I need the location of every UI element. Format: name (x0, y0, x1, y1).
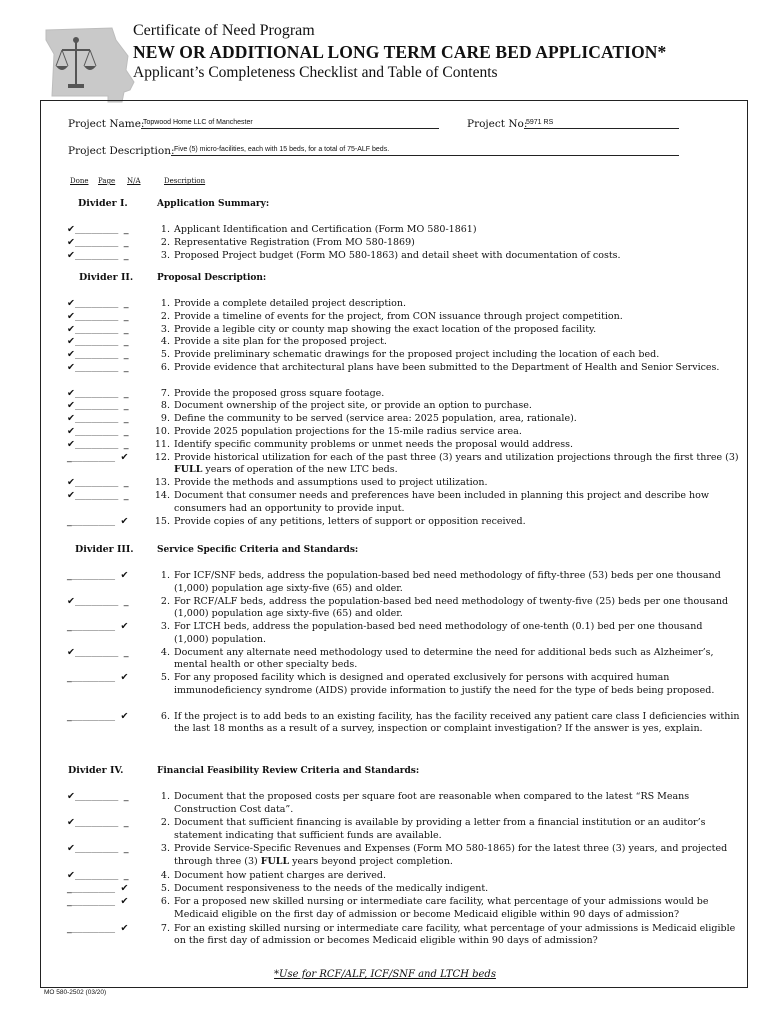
page-field[interactable]: _______ (80, 414, 124, 425)
done-check-icon[interactable]: _ (67, 922, 72, 934)
na-check-icon[interactable]: _ (123, 323, 129, 335)
done-check-icon[interactable]: ✔ (67, 438, 75, 450)
page-field[interactable]: _______ (80, 311, 124, 322)
item-number: 7. (160, 922, 170, 934)
item-description: Provide a legible city or county map showing the exact location of the proposed facility. (174, 323, 597, 335)
done-check-icon[interactable]: ✔ (67, 426, 75, 437)
item-description: Provide evidence that architectural plans have been submitted to the Department of Health and Senior Services. (174, 362, 720, 373)
na-check-icon[interactable]: ✔ (120, 922, 129, 934)
project-no-field[interactable] (524, 128, 679, 129)
na-check-icon[interactable]: _ (123, 349, 129, 361)
item-description: Provide Service-Specific Revenues and Expenses (Form MO 580-1865) for the latest three (3) years, and projected through three (3) FULL years beyond project completion. (174, 843, 728, 867)
done-check-icon[interactable]: ✔ (67, 490, 75, 501)
done-check-icon[interactable]: _ (67, 896, 72, 908)
done-check-icon[interactable]: ✔ (67, 387, 75, 399)
na-check-icon[interactable]: _ (123, 362, 129, 373)
checklist-status[interactable]: _________ ✔ (67, 883, 129, 894)
page-field[interactable]: _______ (77, 516, 121, 527)
done-check-icon[interactable]: ✔ (67, 362, 75, 373)
page-field[interactable]: _______ (80, 250, 124, 261)
na-check-icon[interactable]: ✔ (120, 672, 129, 684)
item-description: Define the community to be served (service area: 2025 population, area, rationale). (174, 413, 577, 425)
page-field[interactable]: _______ (80, 225, 124, 235)
item-number: 1. (160, 791, 170, 802)
item-number: 5. (160, 349, 170, 361)
page-field[interactable]: _______ (80, 388, 124, 399)
page-field[interactable]: _______ (80, 596, 124, 607)
item-description: Provide copies of any petitions, letters of support or opposition received. (174, 515, 526, 527)
item-description: For any proposed facility which is designed and operated exclusively for persons with acquired human immunodeficiency syndrome (AIDS) provide information to justify the need for the type of beds being proposed. (174, 672, 715, 696)
divider-label: Divider II. (79, 272, 134, 283)
checklist-status[interactable]: ✔________ _ (67, 387, 129, 399)
na-check-icon[interactable]: _ (123, 438, 129, 450)
footnote: *Use for RCF/ALF, ICF/SNF and LTCH beds (274, 969, 496, 980)
item-number: 14. (154, 490, 170, 501)
divider-label: Divider IV. (68, 765, 124, 776)
item-number: 3. (160, 249, 170, 261)
na-check-icon[interactable]: _ (123, 595, 129, 607)
item-number: 11. (154, 438, 170, 450)
checklist-status[interactable]: ✔________ _ (67, 224, 129, 235)
na-check-icon[interactable]: _ (123, 477, 129, 489)
item-number: 6. (160, 710, 170, 722)
item-description: Document that sufficient financing is available by providing a letter from a financial institution or an auditor’s statement indicating that sufficient funds are available. (174, 817, 706, 841)
checklist-status[interactable]: ✔________ _ (67, 236, 129, 248)
checklist-status[interactable]: ✔________ _ (67, 336, 129, 348)
page-field[interactable]: _______ (77, 897, 121, 908)
done-check-icon[interactable]: ✔ (67, 413, 75, 425)
item-number: 7. (160, 387, 170, 399)
item-description: For an existing skilled nursing or intermediate care facility, what percentage of your admissions is Medicaid eligible on the first day of admission or becomes Medicaid eligible within 90 days of admission? (174, 922, 736, 947)
item-number: 1. (160, 298, 170, 309)
item-description: Document that consumer needs and preferences have been included in planning this project and describe how consumers had an opportunity to provide input. (174, 490, 710, 514)
page-field[interactable]: _______ (80, 427, 124, 437)
item-number: 4. (160, 646, 170, 658)
divider-label: Divider I. (78, 198, 128, 209)
item-number: 15. (154, 515, 170, 527)
done-check-icon[interactable]: _ (67, 672, 72, 684)
item-number: 1. (160, 570, 170, 581)
checklist-status[interactable]: _________ ✔ (67, 621, 129, 633)
checklist-status[interactable]: ✔________ _ (67, 323, 129, 335)
page-field[interactable]: _______ (80, 818, 124, 829)
item-description: For RCF/ALF beds, address the population-based bed need methodology of twenty-five (25) beds per one thousand (1,000) population age sixty-five (65) and older. (174, 595, 729, 620)
na-check-icon[interactable]: _ (123, 298, 129, 309)
checklist-status[interactable]: ✔________ _ (67, 310, 129, 322)
na-check-icon[interactable]: _ (123, 490, 129, 501)
item-number: 4. (160, 869, 170, 881)
na-check-icon[interactable]: _ (123, 646, 129, 658)
item-description: Document responsiveness to the needs of the medically indigent. (174, 883, 489, 894)
na-check-icon[interactable]: _ (123, 336, 129, 348)
checklist-status[interactable]: _________ ✔ (67, 672, 129, 684)
na-check-icon[interactable]: _ (123, 843, 129, 855)
page-field[interactable]: _______ (80, 491, 124, 501)
item-number: 3. (160, 621, 170, 633)
done-check-icon[interactable]: _ (67, 515, 72, 527)
item-description: Proposed Project budget (Form MO 580-1863) and detail sheet with documentation of costs. (174, 249, 621, 261)
na-check-icon[interactable]: _ (123, 249, 129, 261)
na-check-icon[interactable]: _ (123, 413, 129, 425)
item-number: 2. (160, 595, 170, 607)
section-heading: Service Specific Criteria and Standards: (157, 545, 359, 555)
project-no-label: Project No: (467, 118, 528, 130)
item-description: Provide the methods and assumptions used to project utilization. (174, 477, 488, 489)
page-field[interactable]: _______ (80, 870, 124, 881)
na-check-icon[interactable]: _ (123, 310, 129, 322)
page-field[interactable]: _______ (80, 844, 124, 855)
column-description: Description (164, 177, 206, 185)
item-description: Document that the proposed costs per square foot are reasonable when compared to the latest “RS Means Construction Cost data”. (174, 791, 690, 815)
page-field[interactable]: _______ (80, 299, 124, 309)
project-name-value: Topwood Home LLC of Manchester (143, 119, 253, 126)
page-field[interactable]: _______ (80, 401, 124, 412)
page-field[interactable]: _______ (80, 439, 124, 450)
item-description: Document any alternate need methodology used to determine the need for additional beds such as Alzheimer’s, mental health or other specialty beds. (174, 646, 714, 671)
done-check-icon[interactable]: ✔ (67, 298, 75, 309)
checklist-status[interactable]: ✔________ _ (67, 349, 129, 361)
page-field[interactable]: _______ (80, 350, 124, 361)
item-number: 2. (160, 310, 170, 322)
checklist-status[interactable]: ✔________ _ (67, 298, 129, 309)
item-number: 13. (154, 477, 170, 489)
checklist-status[interactable]: _________ ✔ (67, 451, 129, 463)
na-check-icon[interactable]: _ (123, 869, 129, 881)
done-check-icon[interactable]: ✔ (67, 817, 75, 829)
done-check-icon[interactable]: _ (67, 570, 72, 581)
checklist-status[interactable]: ✔________ _ (67, 595, 129, 607)
done-check-icon[interactable]: ✔ (67, 349, 75, 361)
item-description: Provide historical utilization for each of the past three (3) years and utilization projections through the first three (3) FULL years of operation of the new LTC beds. (174, 451, 739, 476)
checklist-status[interactable]: ✔________ _ (67, 646, 129, 658)
checklist-status[interactable]: ✔________ _ (67, 426, 129, 437)
item-description: Provide preliminary schematic drawings for the proposed project including the location of each bed. (174, 349, 660, 361)
na-check-icon[interactable]: _ (123, 236, 129, 248)
section-heading: Proposal Description: (157, 273, 267, 283)
divider-label: Divider III. (75, 544, 134, 555)
na-check-icon[interactable]: ✔ (120, 451, 129, 463)
project-description-label: Project Description: (68, 145, 175, 157)
checklist-status[interactable]: ✔________ _ (67, 400, 129, 412)
page-field[interactable]: _______ (77, 673, 121, 684)
item-number: 2. (160, 817, 170, 829)
page-field[interactable]: _______ (77, 622, 121, 633)
program-name: Certificate of Need Program (133, 22, 315, 39)
item-description: Provide a site plan for the proposed project. (174, 336, 387, 348)
item-description: Document ownership of the project site, or provide an option to purchase. (174, 400, 532, 412)
checklist-status[interactable]: _________ ✔ (67, 570, 129, 581)
done-check-icon[interactable]: ✔ (67, 400, 75, 412)
done-check-icon[interactable]: ✔ (67, 236, 75, 248)
page-field[interactable]: _______ (80, 478, 124, 489)
item-number: 3. (160, 323, 170, 335)
na-check-icon[interactable]: _ (123, 817, 129, 829)
column-page: Page (98, 177, 116, 185)
item-number: 5. (160, 883, 170, 894)
na-check-icon[interactable]: _ (123, 426, 129, 437)
item-description: Provide a complete detailed project description. (174, 298, 407, 309)
checklist-status[interactable]: ✔________ _ (67, 413, 129, 425)
section-heading: Application Summary: (157, 199, 270, 209)
page-field[interactable]: _______ (77, 452, 121, 463)
column-na: N/A (127, 177, 141, 185)
na-check-icon[interactable]: _ (123, 400, 129, 412)
done-check-icon[interactable]: ✔ (67, 477, 75, 489)
column-done: Done (70, 177, 89, 185)
done-check-icon[interactable]: _ (67, 451, 72, 463)
item-description: Provide a timeline of events for the project, from CON issuance through project competition. (174, 310, 623, 322)
done-check-icon[interactable]: ✔ (67, 310, 75, 322)
item-number: 6. (160, 896, 170, 908)
page-title: NEW OR ADDITIONAL LONG TERM CARE BED APPLICATION* (133, 42, 667, 62)
section-heading: Financial Feasibility Review Criteria and Standards: (157, 766, 420, 776)
checklist-status[interactable]: _________ ✔ (67, 896, 129, 908)
project-name-field[interactable] (141, 128, 439, 129)
checklist-status[interactable]: ✔________ _ (67, 477, 129, 489)
item-description: Provide 2025 population projections for the 15-mile radius service area. (174, 426, 522, 437)
item-description: Identify specific community problems or unmet needs the proposal would address. (174, 438, 573, 450)
item-description: For a proposed new skilled nursing or intermediate care facility, what percentage of your admissions would be Medicaid eligible on the first day of admission or become Medicaid eligible within 90 days of admission? (174, 896, 709, 920)
item-description: Document how patient charges are derived. (174, 869, 386, 881)
page-field[interactable]: _______ (77, 923, 121, 934)
na-check-icon[interactable]: _ (123, 387, 129, 399)
item-number: 1. (160, 224, 170, 235)
done-check-icon[interactable]: _ (67, 621, 72, 633)
page-field[interactable]: _______ (80, 363, 124, 373)
na-check-icon[interactable]: ✔ (120, 896, 129, 908)
done-check-icon[interactable]: ✔ (67, 336, 75, 348)
item-description: For ICF/SNF beds, address the population-based bed need methodology of fifty-three (53) beds per one thousand (1,000) population age sixty-five (65) and older. (174, 570, 721, 594)
page-field[interactable]: _______ (80, 237, 124, 248)
checklist-status[interactable]: ✔________ _ (67, 791, 129, 802)
item-description: If the project is to add beds to an existing facility, has the facility received any patient care class I deficiencies within the last 18 months as a result of a survey, inspection or complaint investigation? If the answer is yes, explain. (174, 710, 740, 735)
done-check-icon[interactable]: ✔ (67, 791, 75, 802)
checklist-status[interactable]: _________ ✔ (67, 922, 129, 934)
checklist-status[interactable]: _________ ✔ (67, 710, 129, 722)
page-field[interactable]: _______ (80, 792, 124, 802)
item-description: Representative Registration (From MO 580-1869) (174, 236, 415, 248)
item-description: For LTCH beds, address the population-based bed need methodology of one-tenth (0.1) bed per one thousand (1,000) population. (174, 621, 703, 645)
missouri-seal-logo (42, 26, 138, 106)
checklist-status[interactable]: _________ ✔ (67, 515, 129, 527)
na-check-icon[interactable]: _ (123, 791, 129, 802)
done-check-icon[interactable]: ✔ (67, 224, 75, 235)
done-check-icon[interactable]: ✔ (67, 646, 75, 658)
item-number: 6. (160, 362, 170, 373)
done-check-icon[interactable]: ✔ (67, 323, 75, 335)
item-number: 9. (160, 413, 170, 425)
checklist-status[interactable]: ✔________ _ (67, 362, 129, 373)
item-number: 12. (154, 451, 170, 463)
done-check-icon[interactable]: ✔ (67, 843, 75, 855)
done-check-icon[interactable]: ✔ (67, 595, 75, 607)
na-check-icon[interactable]: _ (123, 224, 129, 235)
na-check-icon[interactable]: ✔ (120, 710, 129, 722)
checklist-status[interactable]: ✔________ _ (67, 249, 129, 261)
done-check-icon[interactable]: _ (67, 883, 72, 894)
project-description-value: Five (5) micro-facilities, each with 15 beds, for a total of 75-ALF beds. (174, 146, 390, 153)
project-no-value: 5971 RS (526, 119, 554, 126)
checklist-status[interactable]: ✔________ _ (67, 843, 129, 855)
item-number: 5. (160, 672, 170, 684)
checklist-status[interactable]: ✔________ _ (67, 438, 129, 450)
project-name-label: Project Name: (68, 118, 145, 130)
item-number: 3. (160, 843, 170, 855)
page-field[interactable]: _______ (80, 337, 124, 348)
item-number: 4. (160, 336, 170, 348)
checklist-status[interactable]: ✔________ _ (67, 817, 129, 829)
page-field[interactable]: _______ (77, 884, 121, 894)
form-number: MO 580-2502 (03/20) (44, 989, 107, 996)
item-description: Applicant Identification and Certification (Form MO 580-1861) (174, 224, 477, 235)
na-check-icon[interactable]: ✔ (120, 621, 129, 633)
item-number: 8. (160, 400, 170, 412)
na-check-icon[interactable]: ✔ (120, 570, 129, 581)
checklist-status[interactable]: ✔________ _ (67, 869, 129, 881)
na-check-icon[interactable]: ✔ (120, 515, 129, 527)
done-check-icon[interactable]: _ (67, 710, 72, 722)
item-number: 10. (154, 426, 170, 437)
page-field[interactable]: _______ (77, 711, 121, 722)
project-description-field[interactable] (171, 155, 679, 156)
page-field[interactable]: _______ (80, 647, 124, 658)
checklist-status[interactable]: ✔________ _ (67, 490, 129, 501)
item-description: Provide the proposed gross square footage. (174, 387, 385, 399)
page-field[interactable]: _______ (77, 571, 121, 581)
page-subtitle: Applicant’s Completeness Checklist and Table of Contents (133, 64, 498, 81)
na-check-icon[interactable]: ✔ (120, 883, 129, 894)
page-field[interactable]: _______ (80, 324, 124, 335)
done-check-icon[interactable]: ✔ (67, 249, 75, 261)
done-check-icon[interactable]: ✔ (67, 869, 75, 881)
item-number: 2. (160, 236, 170, 248)
